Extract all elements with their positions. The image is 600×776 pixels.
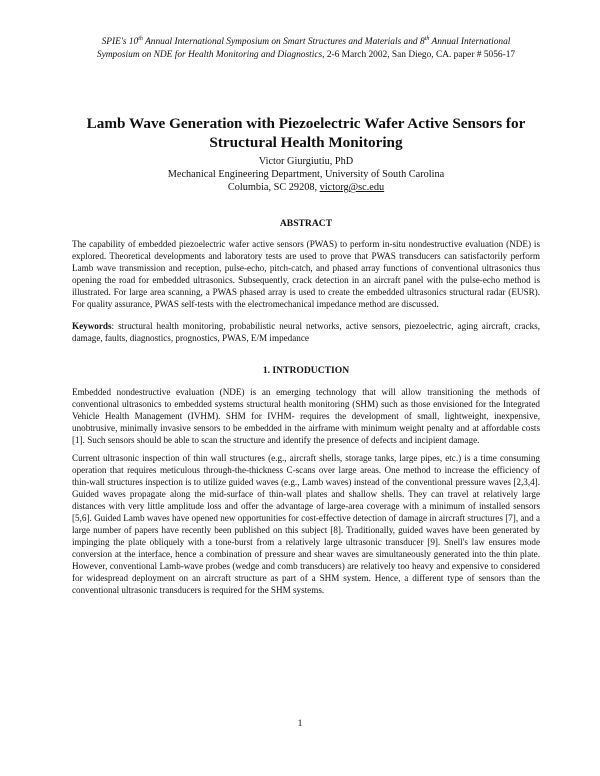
keywords-label: Keywords <box>72 321 112 331</box>
title-line-1: Lamb Wave Generation with Piezoelectric Wafer Active Sensors for <box>86 115 526 132</box>
header-superscript-1: th <box>138 35 143 42</box>
abstract-text: The capability of embedded piezoelectric wafer active sensors (PWAS) to perform in-situ nondestructive evaluation (NDE) is explored. Theoretical developments and laboratory tests are used to prove that PWAS transducers can satisfactorily perform Lamb wave transmission and reception, pulse-echo, pitch-catch, and phased array functions of conventional ultrasonics thus opening the road for embedded ultrasonics. Subsequently, crack detection in an aircraft panel with the pulse-echo method is illustrated. For large area scanning, a PWAS phased array is used to create the embedded ultrasonics structural radar (EUSR). For quality assurance, PWAS self-tests with the electromechanical impedance method are discussed. <box>72 239 540 309</box>
introduction-paragraph-1: Embedded nondestructive evaluation (NDE) is an emerging technology that will allow transitioning the methods of conventional ultrasonics to embedded systems structural health monitoring (SHM) such as those envisioned for the Integrated Vehicle Health Management (IVHM). SHM for IVHM- requires the development of small, lightweight, inexpensive, unobtrusive, minimally invasive sensors to be embedded in the airframe with minimum weight penalty and at affordable costs [1]. Such sensors should be able to scan the structure and identify the presence of defects and incipient damage. <box>72 387 540 445</box>
paper-page <box>72 36 540 596</box>
conference-header <box>72 36 540 62</box>
author-department: Mechanical Engineering Department, University of South Carolina <box>167 169 445 180</box>
author-name: Victor Giurgiutiu, PhD <box>258 156 354 167</box>
author-address: Columbia, SC 29208, <box>227 182 320 193</box>
author-address-line <box>72 181 540 194</box>
page-number: 1 <box>297 718 303 729</box>
header-line1-part-b: Annual International Symposium on Smart Structures and Materials and 8 <box>142 37 425 47</box>
introduction-paragraph-2: Current ultrasonic inspection of thin wall structures (e.g., aircraft shells, storage tanks, large pipes, etc.) is a time consuming operation that requires meticulous through-the-thickness C-scans over large areas. One method to increase the efficiency of thin-wall structures inspection is to utilize guided waves (e.g., Lamb waves) instead of the conventional pressure waves [2,3,4]. Guided waves propagate along the mid-surface of thin-wall plates and shallow shells. They can travel at relatively large distances with very little amplitude loss and offer the advantage of large-area coverage with a minimum of installed sensors [5,6]. Guided Lamb waves have opened new opportunities for cost-effective detection of damage in aircraft structures [7], and a large number of papers have recently been published on this subject [8]. Traditionally, guided waves have been generated by impinging the plate obliquely with a tone-burst from a relatively large ultrasonic transducer [9]. Snell's law ensures mode conversion at the interface, hence a combination of pressure and shear waves are simultaneously generated into the thin plate. However, conventional Lamb-wave probes (wedge and comb transducers) are relatively too heavy and expensive to considered for widespread deployment on an aircraft structure as part of a SHM system. Hence, a different type of sensors than the conventional ultrasonic transducers is required for the SHM systems. <box>72 453 540 595</box>
header-line2-italic: Symposium on NDE for Health Monitoring and Diagnostics, <box>96 50 325 60</box>
section-heading-introduction: 1. INTRODUCTION <box>262 365 350 376</box>
keywords-text: : structural health monitoring, probabilistic neural networks, active sensors, piezoelectric, aging aircraft, cracks, damage, faults, diagnostics, prognostics, PWAS, E/M impedance <box>72 321 540 343</box>
header-superscript-2: th <box>424 35 430 42</box>
header-line1-part-a: SPIE's 10 <box>101 37 139 47</box>
abstract-heading: ABSTRACT <box>279 218 333 229</box>
author-email-link[interactable]: victorg@sc.edu <box>319 182 385 193</box>
title-line-2: Structural Health Monitoring <box>209 134 403 151</box>
keywords-paragraph <box>72 320 540 344</box>
header-line2-plain: 2-6 March 2002, San Diego, CA. paper # 5056-17 <box>324 50 516 60</box>
author-block <box>72 155 540 194</box>
paper-title <box>72 114 540 152</box>
header-line1-part-c: Annual International <box>429 37 511 47</box>
